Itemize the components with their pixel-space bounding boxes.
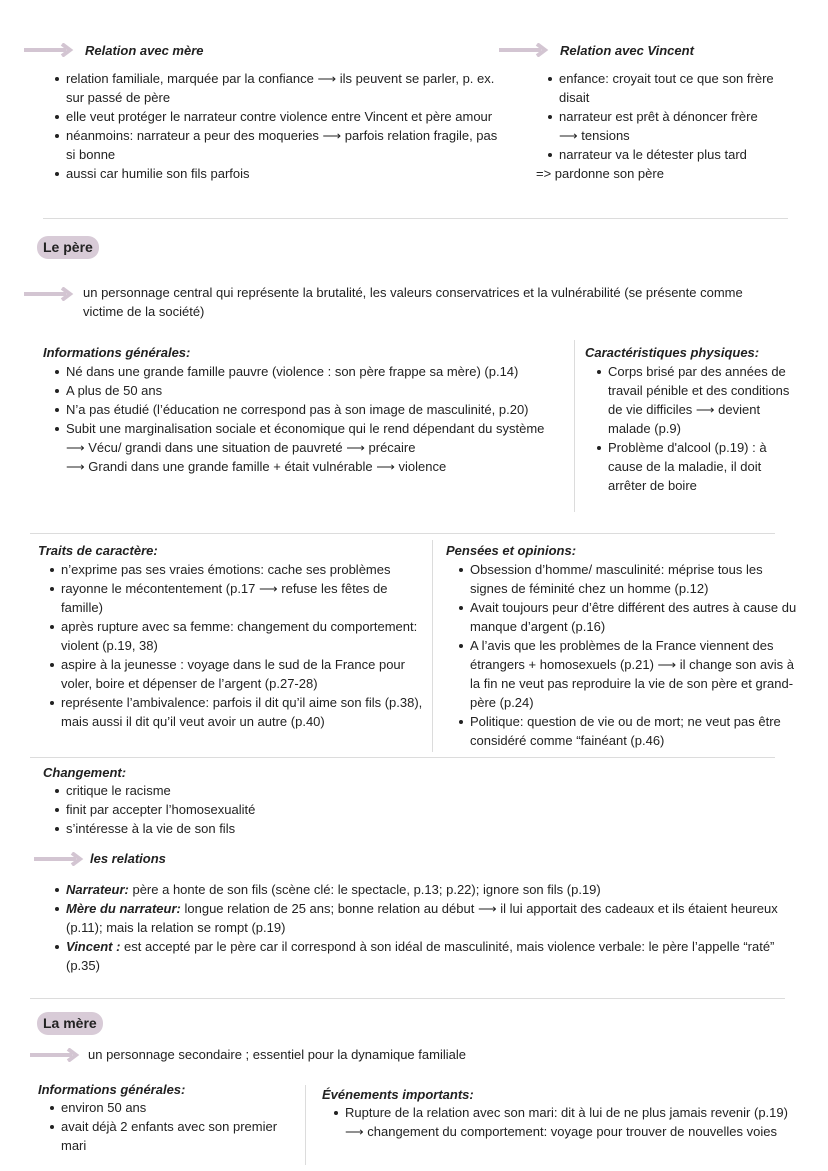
list-item (54, 880, 794, 899)
column-divider (574, 340, 575, 512)
pere-relations-heading: les relations (90, 851, 166, 866)
relation-label: Narrateur: (66, 882, 129, 897)
list-item: elle veut protéger le narrateur contre violence entre Vincent et père amour (54, 107, 504, 126)
pere-pensees-heading: Pensées et opinions: (446, 543, 577, 558)
arrow-icon (24, 43, 74, 57)
arrow-icon (34, 852, 84, 866)
section-title-mere: La mère (37, 1012, 103, 1035)
list-item: A plus de 50 ans (54, 381, 564, 400)
list-item: Obsession d’homme/ masculinité: méprise tous les signes de féminité chez un homme (p.12) (458, 560, 803, 598)
list-item (54, 899, 794, 937)
list-subitem: ⟶ Vécu/ grandi dans une situation de pauvreté ⟶ précaire (66, 440, 416, 455)
list-item: aussi car humilie son fils parfois (54, 164, 504, 183)
relation-mere-heading: Relation avec mère (85, 43, 204, 58)
list-item: s’intéresse à la vie de son fils (54, 819, 554, 838)
mere-intro: un personnage secondaire ; essentiel pour la dynamique familiale (88, 1047, 466, 1062)
arrow-icon (30, 1048, 80, 1062)
list-item: rayonne le mécontentement (p.17 ⟶ refuse les fêtes de famille) (49, 579, 424, 617)
column-divider (305, 1085, 306, 1165)
pere-traits-heading: Traits de caractère: (38, 543, 158, 558)
relation-vincent-conclusion: => pardonne son père (536, 166, 664, 181)
list-item: représente l’ambivalence: parfois il dit qu’il aime son fils (p.38), mais aussi il dit qu’il veut avoir un autre (p.40) (49, 693, 424, 731)
list-item: Problème d'alcool (p.19) : à cause de la maladie, il doit arrêter de boire (596, 438, 796, 495)
pere-relations-list (54, 880, 794, 975)
list-item: narrateur est prêt à dénoncer frère (547, 107, 787, 126)
relation-label: Mère du narrateur: (66, 901, 181, 916)
list-item: Né dans une grande famille pauvre (violence : son père frappe sa mère) (p.14) (54, 362, 564, 381)
pere-changement-list (54, 781, 554, 838)
mere-events-list (333, 1103, 828, 1141)
list-item: enfance: croyait tout ce que son frère disait (547, 69, 787, 107)
list-item: Avait toujours peur d’être différent des autres à cause du manque d’argent (p.16) (458, 598, 803, 636)
list-item: finit par accepter l’homosexualité (54, 800, 554, 819)
pere-changement-heading: Changement: (43, 765, 127, 780)
mere-info-list (49, 1098, 299, 1155)
relation-vincent-heading: Relation avec Vincent (560, 43, 694, 58)
list-item: critique le racisme (54, 781, 554, 800)
list-item: néanmoins: narrateur a peur des moqueries ⟶ parfois relation fragile, pas si bonne (54, 126, 504, 164)
divider (30, 757, 775, 758)
list-subitem: ⟶ Grandi dans une grande famille + était vulnérable ⟶ violence (66, 459, 447, 474)
pere-physique-list (596, 362, 796, 495)
divider (43, 218, 788, 219)
list-item: A l’avis que les problèmes de la France viennent des étrangers + homosexuels (p.21) ⟶ il change son avis à la fin ne veut pas reproduire la vie de son père et grand-père (p.24) (458, 636, 803, 712)
relation-text: père a honte de son fils (scène clé: le spectacle, p.13; p.22); ignore son fils (p.19) (128, 882, 601, 897)
pere-info-list (54, 362, 564, 476)
divider (30, 533, 775, 534)
arrow-icon (499, 43, 549, 57)
list-item: narrateur va le détester plus tard (547, 145, 787, 164)
list-item: aspire à la jeunesse : voyage dans le sud de la France pour voler, boire et dépenser de l’argent (p.27-28) (49, 655, 424, 693)
list-item: environ 50 ans (49, 1098, 299, 1117)
mere-info-heading: Informations générales: (38, 1082, 186, 1097)
pere-pensees-list (458, 560, 803, 750)
relation-label: Vincent : (66, 939, 121, 954)
list-item: Politique: question de vie ou de mort; ne veut pas être considéré comme “fainéant (p.46) (458, 712, 803, 750)
list-item (54, 937, 794, 975)
list-item: Corps brisé par des années de travail pénible et des conditions de vie difficiles ⟶ devient malade (p.9) (596, 362, 796, 438)
list-item: avait déjà 2 enfants avec son premier mari (49, 1117, 299, 1155)
pere-physique-heading: Caractéristiques physiques: (585, 345, 760, 360)
mere-events-heading: Événements importants: (322, 1087, 474, 1102)
column-divider (432, 540, 433, 752)
pere-info-heading: Informations générales: (43, 345, 191, 360)
relation-text: longue relation de 25 ans; bonne relation au début ⟶ il lui apportait des cadeaux et ils étaient heureux (p.11); mais la relation se rompt (p.19) (66, 901, 778, 935)
list-item: N’a pas étudié (l’éducation ne correspond pas à son image de masculinité, p.20) (54, 400, 564, 419)
list-item: Subit une marginalisation sociale et économique qui le rend dépendant du système (54, 419, 564, 438)
relation-mere-list (54, 69, 504, 183)
section-title-pere: Le père (37, 236, 99, 259)
relation-vincent-list (547, 69, 787, 164)
relation-text: est accepté par le père car il correspond à son idéal de masculinité, mais violence verbale: le père l’appelle “raté” (p.35) (66, 939, 775, 973)
list-item: n’exprime pas ses vraies émotions: cache ses problèmes (49, 560, 424, 579)
arrow-icon (24, 287, 74, 301)
list-item: relation familiale, marquée par la confiance ⟶ ils peuvent se parler, p. ex. sur passé de père (54, 69, 504, 107)
divider (30, 998, 785, 999)
list-subitem: ⟶ tensions (559, 128, 630, 143)
list-item: Rupture de la relation avec son mari: dit à lui de ne plus jamais revenir (p.19) (333, 1103, 828, 1122)
pere-traits-list (49, 560, 424, 731)
pere-intro: un personnage central qui représente la brutalité, les valeurs conservatrices et la vulnérabilité (se présente comme victime de la société) (83, 285, 743, 319)
list-subitem: ⟶ changement du comportement: voyage pour trouver de nouvelles voies (345, 1124, 777, 1139)
list-item: après rupture avec sa femme: changement du comportement: violent (p.19, 38) (49, 617, 424, 655)
